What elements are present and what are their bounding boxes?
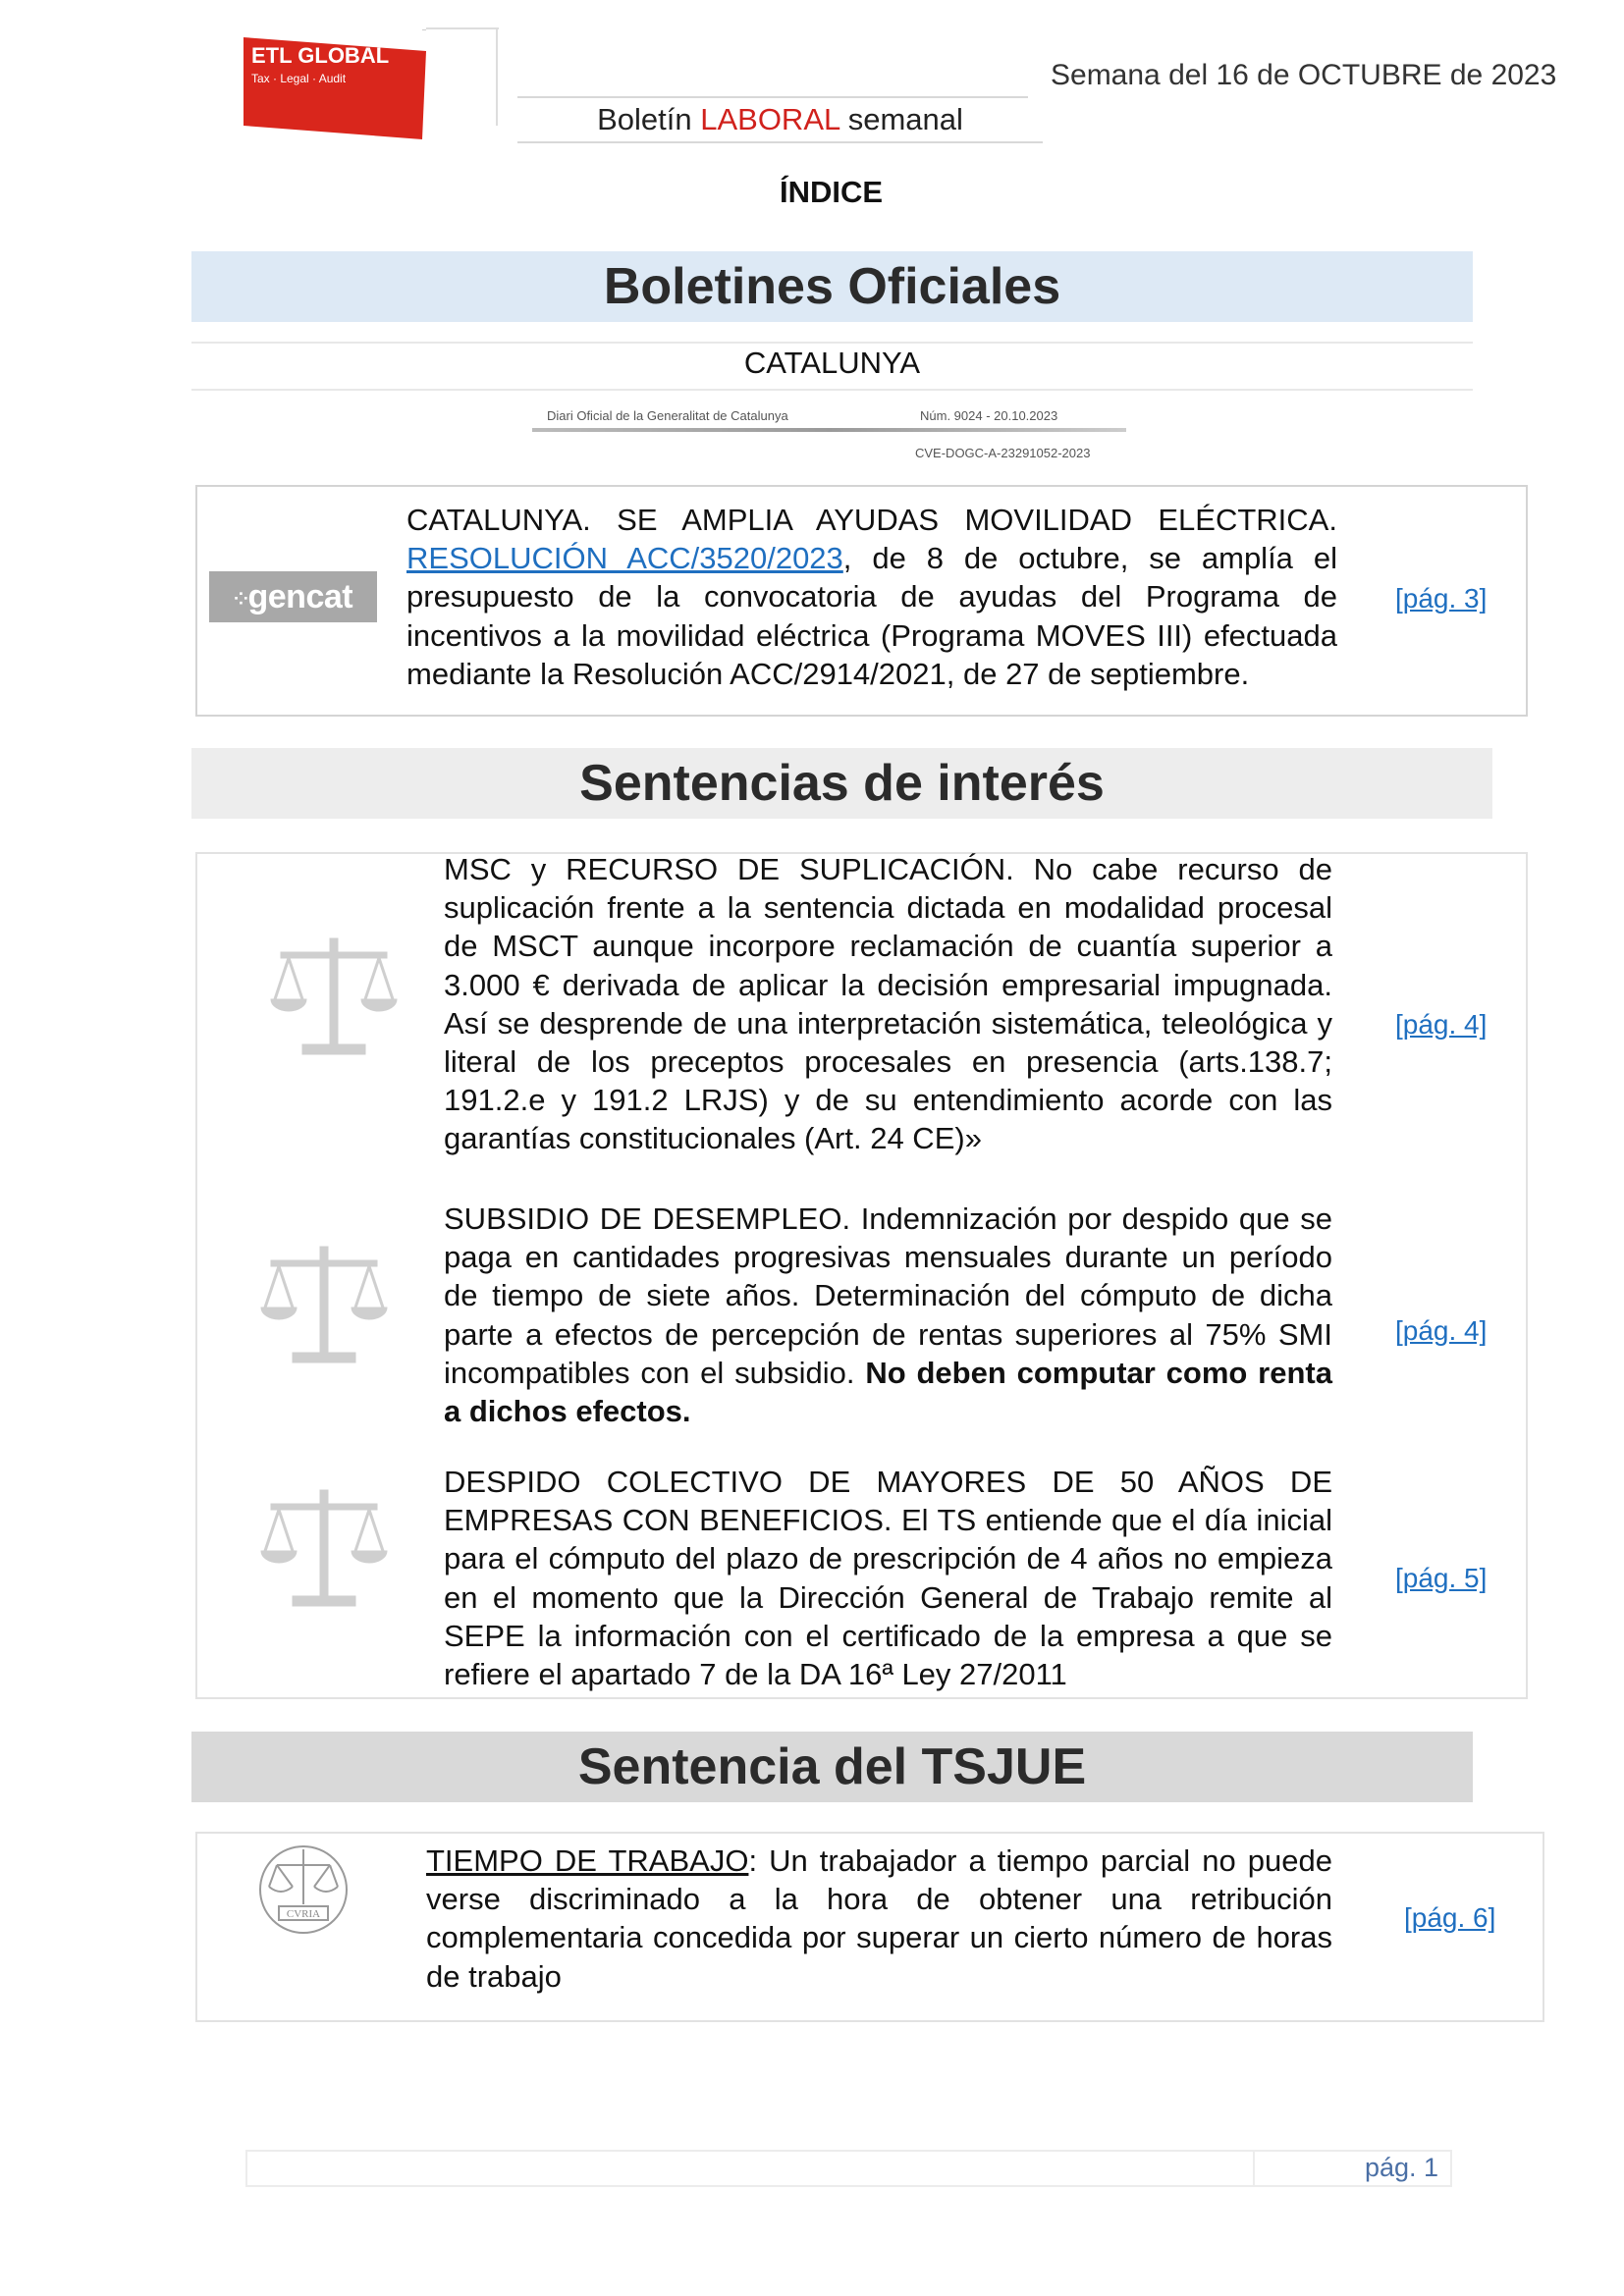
page-link-sentencia-1[interactable]: [pág. 4] [1395, 1009, 1488, 1040]
dogc-rule [532, 428, 1126, 432]
curia-emblem-icon [249, 1836, 357, 1944]
region-rule-top [191, 342, 1473, 344]
sentencia-2-conclusion: No deben computar como renta a dichos efectos. [444, 1355, 1332, 1429]
scales-icon [257, 1482, 391, 1616]
sentencia-1-body: No cabe recurso de suplicación frente a la sentencia dictada en modalidad procesal de MSCT aunque incorpore reclamación de cuantía superior a 3.000 € derivada de aplicar la decisión empresarial impugnada. Así se desprende de una interpretación sistemática, teleológica y literal de los preceptos procesales en presencia (arts.138.7; 191.2.e y 191.2 LRJS) y de su entendimiento acorde con las garantías constitucionales (Art. 24 CE)» [444, 852, 1332, 1156]
dogc-cve: CVE-DOGC-A-23291052-2023 [915, 446, 1091, 460]
page-number: pág. 1 [1365, 2153, 1439, 2182]
page-link-sentencia-3[interactable]: [pág. 5] [1395, 1563, 1488, 1593]
dogc-title: Diari Oficial de la Generalitat de Catalunya [547, 408, 788, 423]
resolucion-link[interactable]: RESOLUCIÓN ACC/3520/2023 [406, 541, 843, 576]
gencat-entry-lead-end: . [1328, 503, 1337, 537]
sentencia-entry-2 [444, 1200, 1332, 1430]
sentencia-2-lead: SUBSIDIO DE DESEMPLEO [444, 1201, 842, 1236]
bulletin-title-prefix: Boletín [597, 102, 701, 136]
region-label: CATALUNYA [743, 346, 921, 380]
sentencia-entry-1 [444, 850, 1332, 1158]
logo-rule [426, 27, 499, 29]
week-label: Semana del 16 de OCTUBRE de 2023 [1051, 59, 1557, 91]
gencat-logo-text: gencat [247, 578, 353, 615]
gencat-entry-text [406, 501, 1337, 693]
section-title-boletines: Boletines Oficiales [191, 251, 1473, 322]
etl-global-logo [244, 29, 426, 139]
index-title: ÍNDICE [779, 175, 884, 209]
section-title-sentencias: Sentencias de interés [191, 748, 1492, 819]
dogc-number: Núm. 9024 - 20.10.2023 [920, 408, 1058, 423]
header-rule-top [517, 96, 1028, 98]
page-link-sentencia-2[interactable]: [pág. 4] [1395, 1315, 1488, 1346]
page-link-tsjue[interactable]: [pág. 6] [1404, 1902, 1496, 1933]
bulletin-title [517, 102, 1043, 137]
logo-subtext: Tax · Legal · Audit [251, 72, 347, 85]
gencat-entry-lead: CATALUNYA. SE AMPLIA AYUDAS MOVILIDAD ELÉCTRICA [406, 503, 1329, 537]
sentencia-1-lead: MSC y RECURSO DE SUPLICACIÓN. [444, 852, 1014, 886]
tsjue-entry-lead: TIEMPO DE TRABAJO [426, 1843, 749, 1878]
dogc-banner [532, 402, 1126, 467]
curia-emblem-text: CVRIA [286, 1908, 321, 1920]
bulletin-title-accent: LABORAL [700, 102, 840, 136]
sentencia-entry-3 [444, 1463, 1332, 1693]
section-title-tsjue: Sentencia del TSJUE [191, 1732, 1473, 1802]
footer-frame [245, 2150, 1452, 2187]
header-rule-bottom [517, 141, 1043, 143]
logo-rule-vertical [496, 27, 498, 126]
sentencia-2-body: . Indemnización por despido que se paga en cantidades progresivas mensuales durante un período de tiempo de siete años. Determinación del cómputo de dicha parte a efectos de percepción de rentas superiores al 75% SMI incompatibles con el subsidio. [444, 1201, 1332, 1390]
sentencia-3-lead: DESPIDO COLECTIVO DE MAYORES DE 50 AÑOS DE EMPRESAS CON BENEFICIOS [444, 1465, 1332, 1538]
logo-text: ETL GLOBAL [251, 43, 390, 68]
tsjue-entry-body: : Un trabajador a tiempo parcial no puede verse discriminado a la hora de obtener una retribución complementaria concedida por superar un cierto número de horas de trabajo [426, 1843, 1332, 1994]
gencat-dots-icon: ⁘ [233, 589, 248, 610]
tsjue-entry [426, 1842, 1332, 1996]
sentencia-3-body: . El TS entiende que el día inicial para el cómputo del plazo de prescripción de 4 años no empieza en el momento que la Dirección General de Trabajo remite al SEPE la información con el certificado de la empresa a que se refiere el apartado 7 de la DA 16ª Ley 27/2011 [444, 1503, 1332, 1692]
footer-divider [1253, 2150, 1255, 2185]
gencat-logo [209, 571, 377, 622]
page-link-gencat[interactable]: [pág. 3] [1395, 583, 1488, 614]
bulletin-title-suffix: semanal [839, 102, 963, 136]
region-rule-bottom [191, 389, 1473, 391]
scales-icon [257, 1239, 391, 1372]
scales-icon [267, 931, 401, 1064]
gencat-entry-body: , de 8 de octubre, se amplía el presupuesto de la convocatoria de ayudas del Programa de incentivos a la movilidad eléctrica (Programa MOVES III) efectuada mediante la Resolución ACC/2914/2021, de 27 de septiembre. [406, 541, 1337, 691]
